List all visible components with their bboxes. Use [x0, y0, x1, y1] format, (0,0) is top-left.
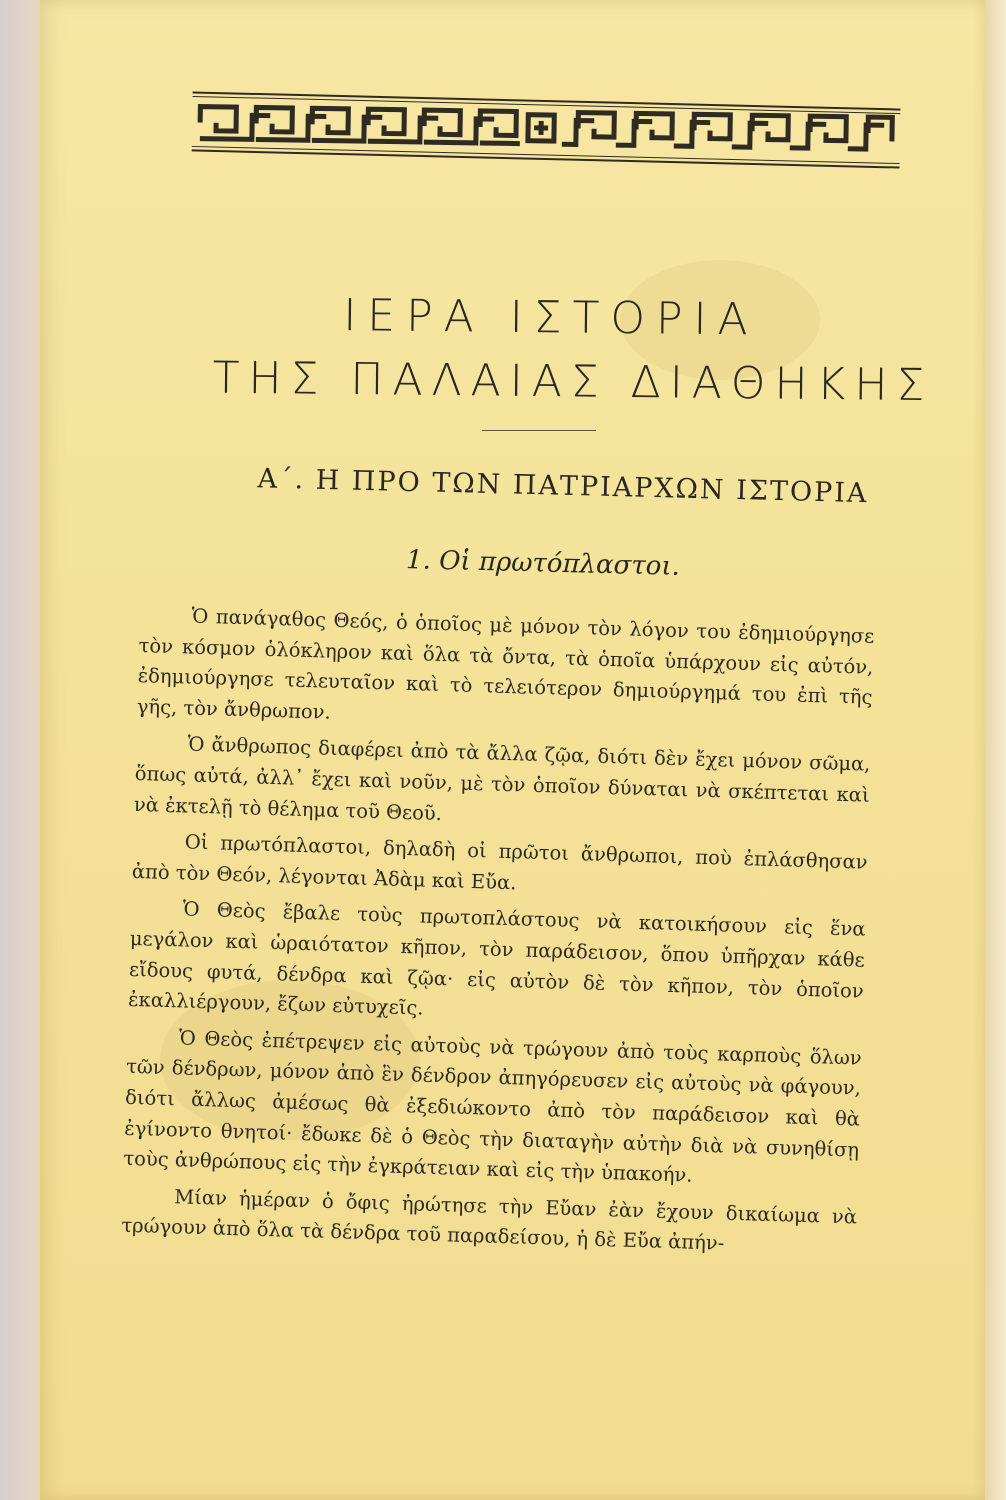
body-text [121, 600, 875, 1269]
paragraph: Οἱ πρωτόπλαστοι, δηλαδὴ οἱ πρῶτοι ἄνθρωποι, ποὺ ἐπλάσθησαν ἀπὸ τὸν Θεόν, λέγονται Ἀδὰμ καὶ Εὔα. [131, 830, 868, 895]
page-right-edge [985, 0, 1006, 1500]
paragraph: Μίαν ἡμέραν ὁ ὄφις ἠρώτησε τὴν Εὔαν ἐὰν ἔχουν δικαίωμα νὰ τρώγουν ἀπὸ ὅλα τὰ δένδρα τοῦ παραδείσου, ἡ δὲ Εὔα ἀπήν- [121, 1184, 858, 1255]
title-divider [482, 430, 596, 431]
chapter-subheading: 1. Οἱ πρωτόπλαστοι. [405, 545, 681, 582]
page-title-line-2: ΤΗΣ ΠΑΛΑΙΑΣ ΔΙΑΘΗΚΗΣ [212, 352, 934, 412]
greek-key-ornament-icon [190, 88, 902, 180]
paragraph: Ὁ Θεὸς ἔβαλε τοὺς πρωτοπλάστους νὰ κατοικήσουν εἰς ἕνα μεγάλον καὶ ὡραιότατον κῆπον, τὸν παράδεισον, ὅπου ὑπῆρχαν κάθε εἴδους φυτά, δένδρα καὶ ζῷα· εἰς αὐτὸν δὲ τὸν κῆπον, τὸν ὁποῖον ἐκαλλιέργουν, ἔζων εὐτυχεῖς. [127, 897, 866, 1020]
paragraph: Ὁ πανάγαθος Θεός, ὁ ὁποῖος μὲ μόνον τὸν λόγον του ἐδημιούργησε τὸν κόσμον ὁλόκληρον καὶ ὅλα τὰ ὄντα, τὰ ὁποῖα ὑπάρχουν εἰς αὐτόν, ἐδημιούργησε τελευταῖον καὶ τὸ τελειότερον δημιούργημά του ἐπὶ τῆς γῆς, τὸν ἄνθρωπον. [136, 604, 875, 724]
paragraph: Ὁ ἄνθρωπος διαφέρει ἀπὸ τὰ ἄλλα ζῷα, διότι δὲν ἔχει μόνον σῶμα, ὅπως αὐτά, ἀλλ᾽ ἔχει καὶ νοῦν, μὲ τὸν ὁποῖον δύναται νὰ σκέπτεται καὶ νὰ ἐκτελῇ τὸ θέλημα τοῦ Θεοῦ. [133, 732, 871, 825]
section-heading: Α΄. Η ΠΡΟ ΤΩΝ ΠΑΤΡΙΑΡΧΩΝ ΙΣΤΟΡΙΑ [257, 463, 869, 510]
paragraph: Ὁ Θεὸς ἐπέτρεψεν εἰς αὐτοὺς νὰ τρώγουν ἀπὸ τοὺς καρποὺς ὅλων τῶν δένδρων, μόνον ἀπὸ ἓν δένδρον ἀπηγόρευσεν εἰς αὐτοὺς νὰ φάγουν, διότι ἄλλως ἀμέσως θὰ ἐξεδιώκοντο ἀπὸ τὸν παράδεισον καὶ θὰ ἐγίνοντο θνητοί· ἔδωκε δὲ ὁ Θεὸς τὴν διαταγὴν αὐτὴν διὰ νὰ συνηθίσῃ τοὺς ἀνθρώπους εἰς τὴν ἐγκράτειαν καὶ εἰς τὴν ὑπακοήν. [123, 1026, 863, 1187]
page-title-line-1: ΙΕΡΑ ΙΣΤΟΡΙΑ [343, 290, 759, 346]
